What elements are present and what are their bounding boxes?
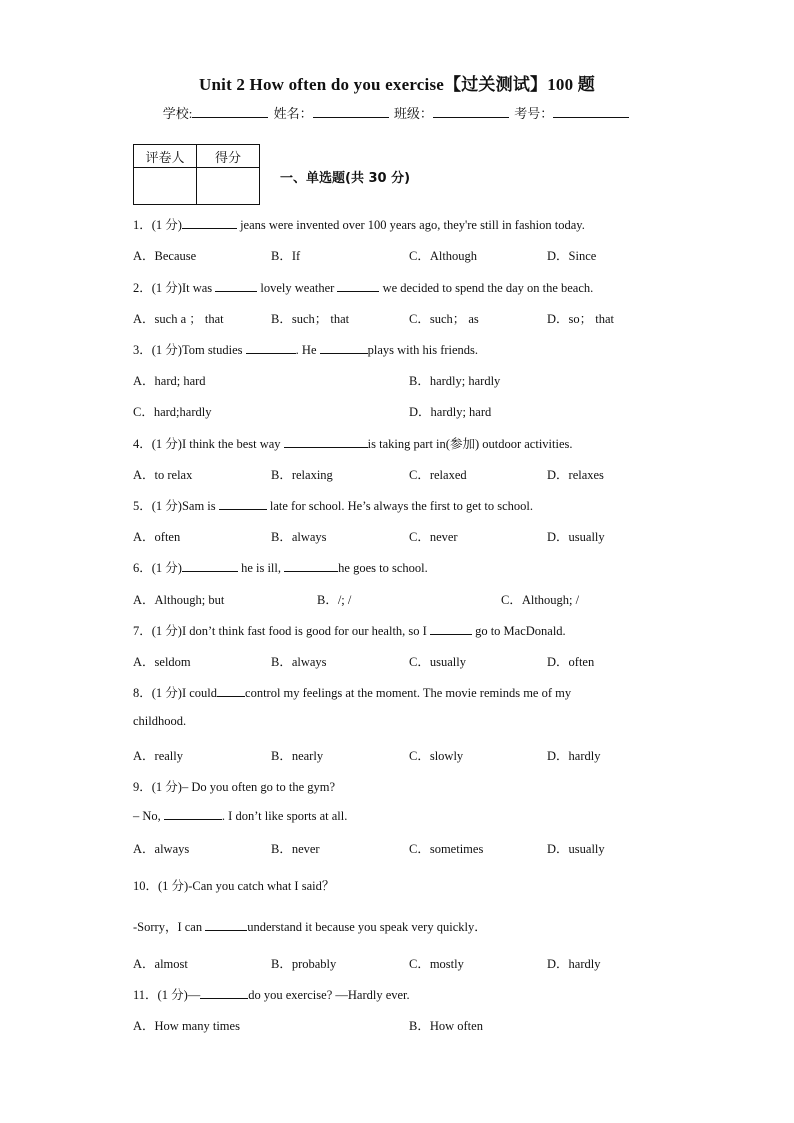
option-d[interactable]: D．hardly; hard (409, 405, 492, 419)
answer-blank[interactable] (246, 342, 296, 354)
option-d[interactable]: D．usually (547, 530, 605, 544)
school-blank[interactable] (192, 105, 268, 118)
reviewer-header: 评卷人 (134, 145, 197, 168)
question-text: understand it because you speak very quickly． (247, 920, 487, 934)
page-title: Unit 2 How often do you exercise【过关测试】100 题 (199, 75, 595, 94)
number-label: 考号： (514, 106, 554, 121)
answer-blank[interactable] (284, 436, 368, 448)
option-a[interactable]: A．almost (133, 957, 188, 971)
name-label: 姓名： (273, 106, 313, 121)
question-1 (133, 215, 585, 233)
question-number: 3．(1 分) (133, 343, 182, 357)
option-c[interactable]: C．hard;hardly (133, 405, 212, 419)
option-b[interactable]: B．If (271, 249, 301, 263)
question-number: 4．(1 分) (133, 437, 182, 451)
option-a[interactable]: A．Because (133, 249, 197, 263)
class-blank[interactable] (433, 105, 509, 118)
name-blank[interactable] (313, 105, 389, 118)
option-c[interactable]: C．Although; / (501, 593, 580, 607)
question-text: lovely weather (257, 281, 338, 295)
question-text: late for school. He’s always the first to get to school. (266, 499, 534, 513)
option-a[interactable]: A．really (133, 749, 183, 763)
option-a[interactable]: A．hard; hard (133, 374, 206, 388)
question-number: 7．(1 分) (133, 624, 182, 638)
question-10 (133, 876, 334, 894)
answer-blank[interactable] (217, 685, 245, 697)
option-d[interactable]: D．often (547, 655, 595, 669)
question-text: I could (181, 686, 218, 700)
question-text: It was (181, 281, 216, 295)
school-label: 学校: (162, 106, 193, 121)
question-text: — (187, 988, 201, 1002)
answer-blank[interactable] (182, 217, 237, 229)
question-text: do you exercise? —Hardly ever. (248, 988, 410, 1002)
question-number: 9．(1 分) (133, 780, 182, 794)
option-c[interactable]: C．slowly (409, 749, 464, 763)
option-b[interactable]: B．How often (409, 1019, 483, 1033)
answer-blank[interactable] (182, 560, 238, 572)
question-10-reply (133, 917, 487, 935)
option-b[interactable]: B．nearly (271, 749, 324, 763)
question-number: 8．(1 分) (133, 686, 182, 700)
option-b[interactable]: B．such； that (271, 312, 350, 326)
option-d[interactable]: D．so； that (547, 312, 615, 326)
reviewer-cell[interactable] (134, 168, 197, 205)
score-table (133, 144, 260, 205)
option-c[interactable]: C．usually (409, 655, 466, 669)
class-label: 班级： (393, 106, 433, 121)
question-text: plays with his friends. (367, 343, 479, 357)
question-text: . I don’t like sports at all. (221, 809, 348, 823)
question-number: 10．(1 分) (133, 879, 189, 893)
question-text: . He (295, 343, 320, 357)
question-number: 11．(1 分) (133, 988, 188, 1002)
option-c[interactable]: C．never (409, 530, 458, 544)
option-d[interactable]: D．relaxes (547, 468, 604, 482)
question-text: I think the best way (181, 437, 284, 451)
question-text: is taking part in(参加) outdoor activities. (367, 437, 573, 451)
student-info-line (0, 103, 794, 122)
question-text: we decided to spend the day on the beach. (379, 281, 594, 295)
option-a[interactable]: A．such a ； that (133, 312, 224, 326)
question-number: 2．(1 分) (133, 281, 182, 295)
question-text: control my feelings at the moment. The movie reminds me of my (245, 686, 572, 700)
section-title: 一、单选题(共 30 分) (280, 171, 411, 186)
question-text: -Can you catch what I said？ (188, 879, 335, 893)
option-d[interactable]: D．hardly (547, 957, 601, 971)
question-3 (133, 340, 478, 358)
score-cell[interactable] (197, 168, 260, 205)
option-b[interactable]: B．relaxing (271, 468, 333, 482)
question-9 (133, 777, 335, 795)
option-a[interactable]: A．to relax (133, 468, 193, 482)
question-text: jeans were invented over 100 years ago, they're still in fashion today. (236, 218, 585, 232)
option-b[interactable]: B．always (271, 655, 327, 669)
option-d[interactable]: D．usually (547, 842, 605, 856)
question-number: 1．(1 分) (133, 218, 182, 232)
question-8 (133, 683, 571, 701)
option-c[interactable]: C．Although (409, 249, 478, 263)
question-9-reply (133, 808, 347, 824)
option-b[interactable]: B．never (271, 842, 320, 856)
answer-blank[interactable] (164, 808, 222, 820)
answer-blank[interactable] (219, 498, 267, 510)
question-2 (133, 278, 593, 296)
option-b[interactable]: B．always (271, 530, 327, 544)
answer-blank[interactable] (215, 280, 257, 292)
option-a[interactable]: A．seldom (133, 655, 191, 669)
question-5 (133, 496, 533, 514)
question-text: Tom studies (181, 343, 246, 357)
answer-blank[interactable] (337, 280, 379, 292)
question-4 (133, 434, 573, 452)
answer-blank[interactable] (205, 919, 247, 931)
question-number: 6．(1 分) (133, 561, 182, 575)
question-8-continued: childhood. (133, 714, 187, 728)
question-text: – No, (133, 809, 164, 823)
question-text: – Do you often go to the gym? (181, 780, 336, 794)
option-c[interactable]: C．such； as (409, 312, 479, 326)
option-a[interactable]: A．How many times (133, 1019, 240, 1033)
question-text: he goes to school. (338, 561, 428, 575)
option-c[interactable]: C．sometimes (409, 842, 484, 856)
option-b[interactable]: B．/; / (317, 593, 352, 607)
option-a[interactable]: A．always (133, 842, 190, 856)
answer-blank[interactable] (320, 342, 368, 354)
option-b[interactable]: B．probably (271, 957, 337, 971)
question-number: 5．(1 分) (133, 499, 182, 513)
question-text: Sam is (181, 499, 219, 513)
option-d[interactable]: D．Since (547, 249, 597, 263)
question-11 (133, 985, 410, 1003)
question-text: I don’t think fast food is good for our health, so I (181, 624, 430, 638)
question-text: he is ill, (237, 561, 285, 575)
option-c[interactable]: C．mostly (409, 957, 464, 971)
answer-blank[interactable] (284, 560, 338, 572)
answer-blank[interactable] (200, 987, 248, 999)
question-7 (133, 621, 566, 639)
question-6 (133, 558, 428, 576)
answer-blank[interactable] (430, 623, 472, 635)
score-header: 得分 (197, 145, 260, 168)
option-a[interactable]: A．often (133, 530, 181, 544)
option-a[interactable]: A．Although; but (133, 593, 225, 607)
question-text: go to MacDonald. (471, 624, 566, 638)
number-blank[interactable] (553, 105, 629, 118)
question-text: -Sorry，I can (133, 920, 206, 934)
option-c[interactable]: C．relaxed (409, 468, 467, 482)
option-b[interactable]: B．hardly; hardly (409, 374, 501, 388)
option-d[interactable]: D．hardly (547, 749, 601, 763)
